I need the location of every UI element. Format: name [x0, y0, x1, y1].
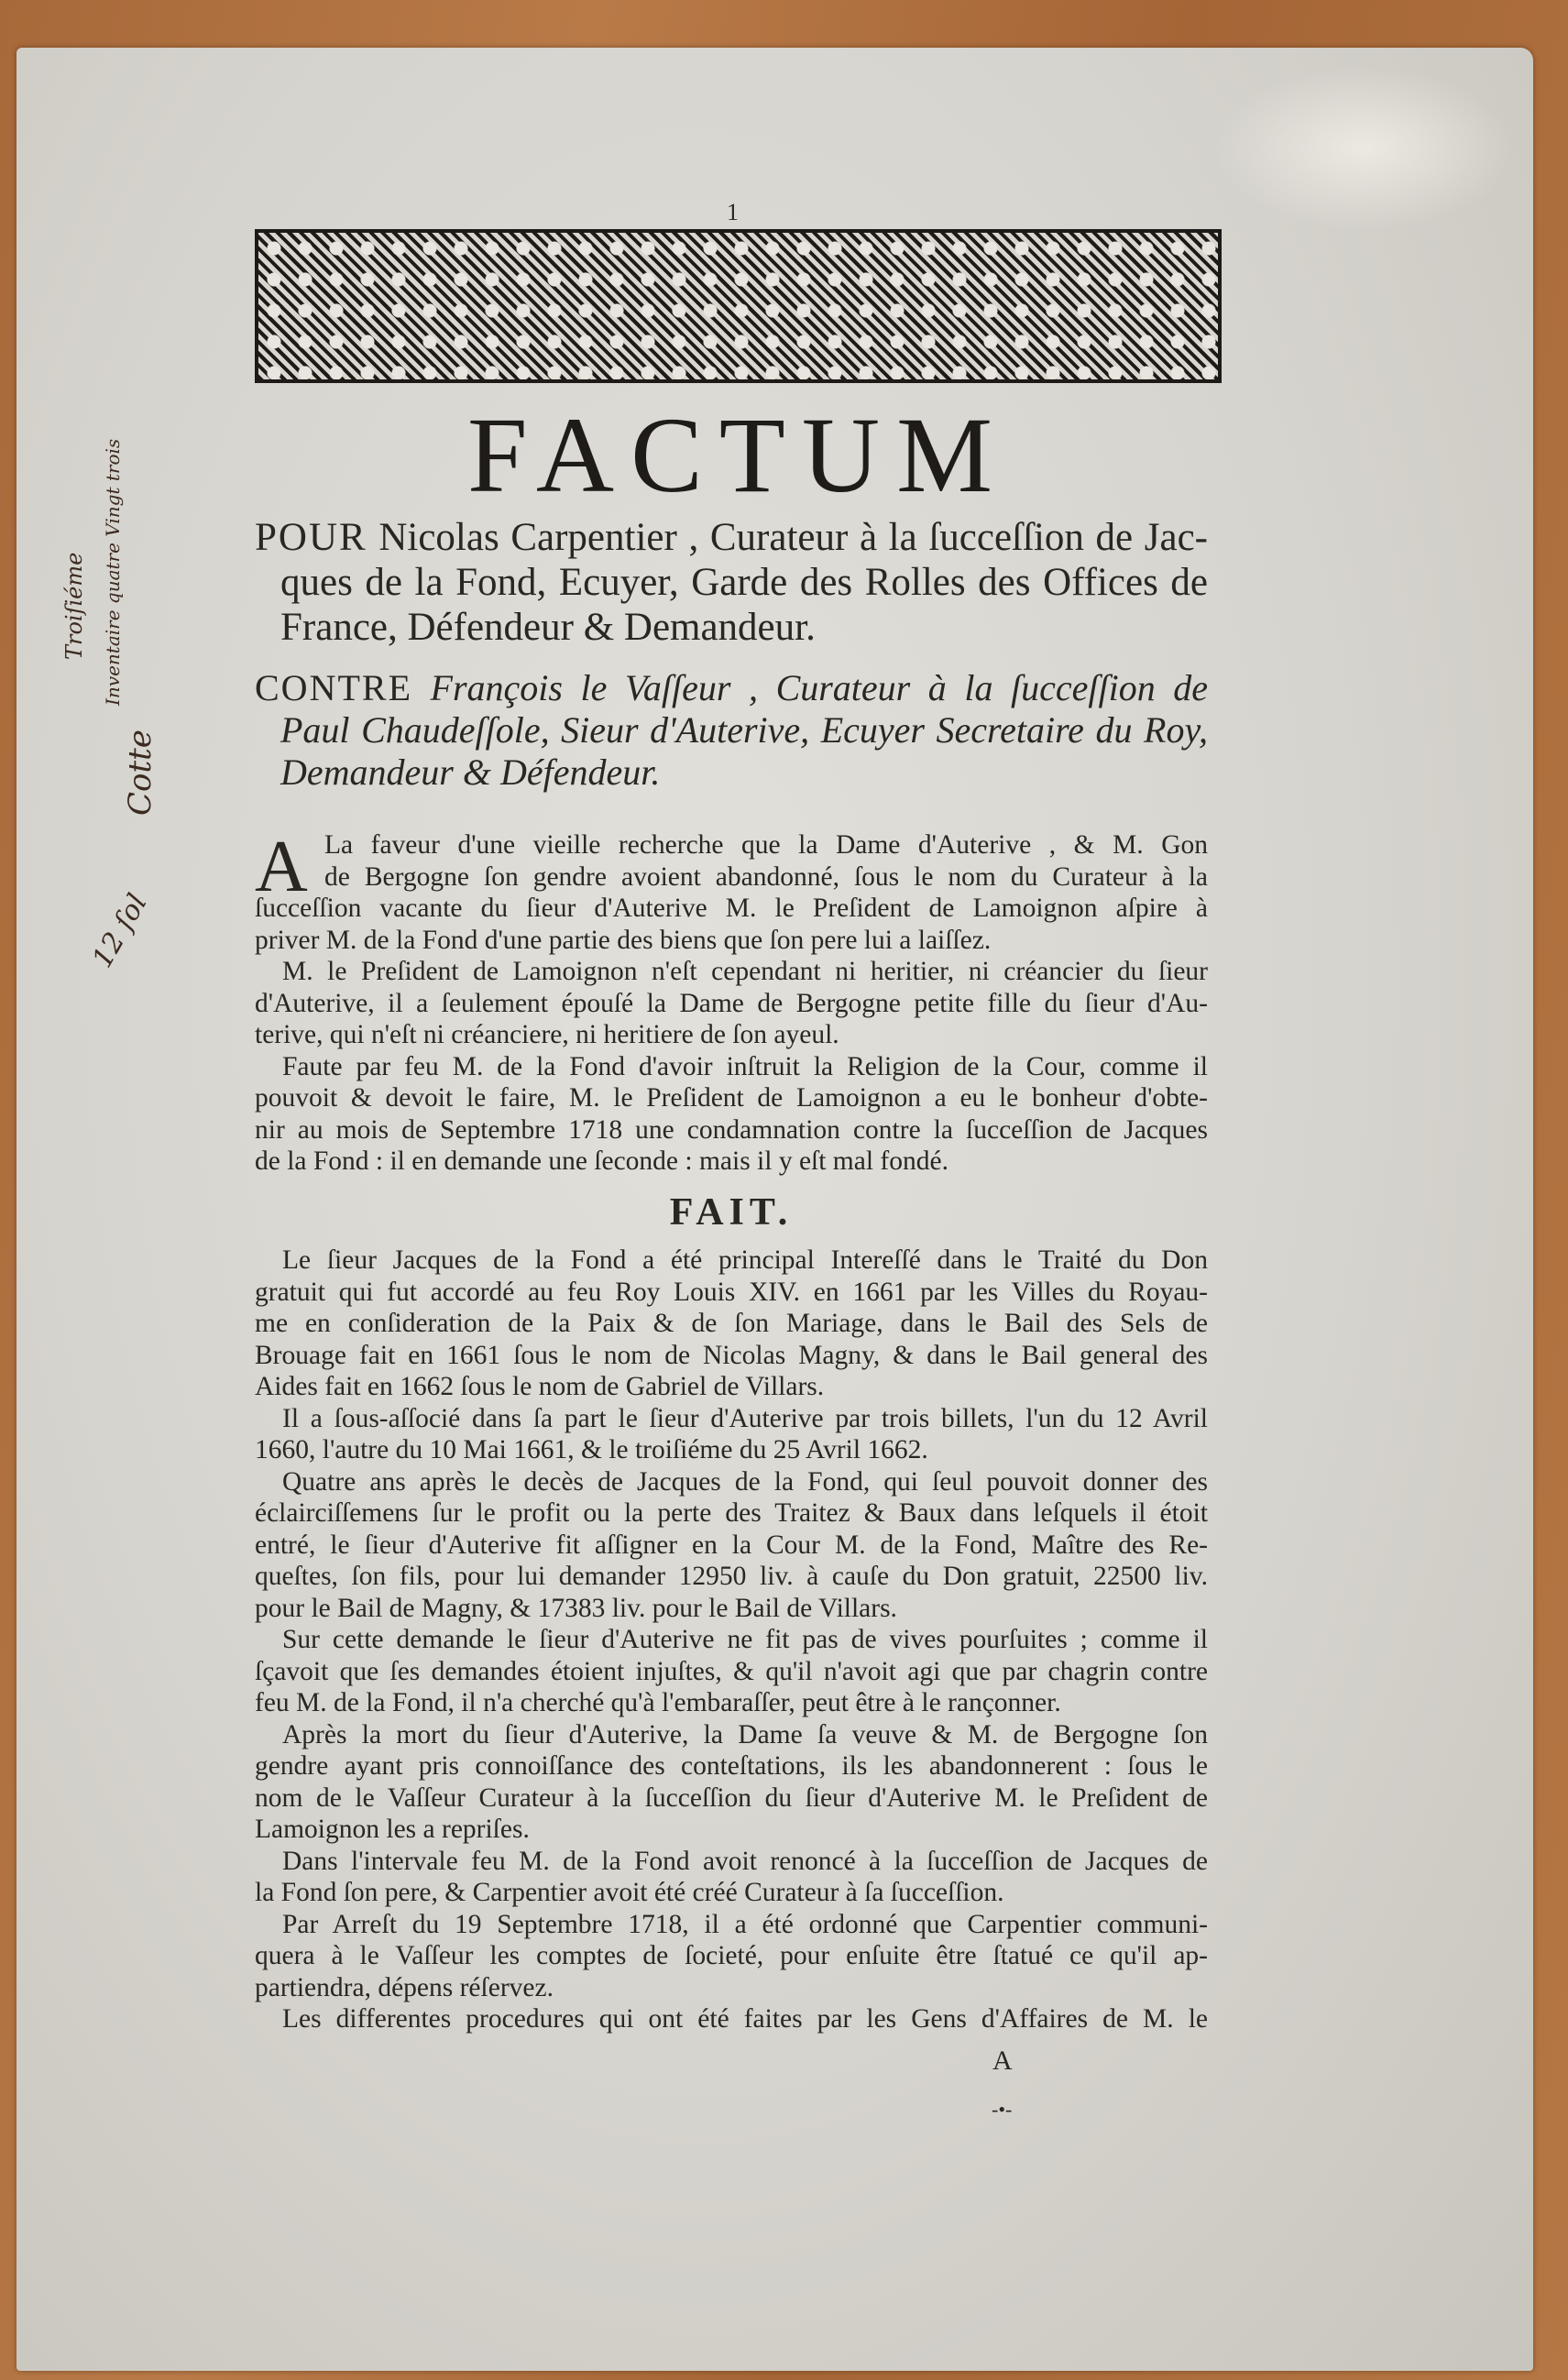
text-line: Les differentes procedures qui ont été faites par les Gens d'Affaires de M. le	[282, 2004, 1208, 2034]
text-line: Après la mort du ſieur d'Auterive, la Dame ſa veuve & M. de Bergogne ſon	[282, 1719, 1208, 1749]
page-number: 1	[727, 199, 739, 225]
text-line: entré, le ſieur d'Auterive fit aſſigner en la Cour M. de la Fond, Maître des Re-	[255, 1530, 1208, 1560]
fait-paragraphs	[255, 1245, 1208, 2035]
text-line: queſtes, ſon fils, pour lui demander 12950 liv. à cauſe du Don gratuit, 22500 liv.	[255, 1562, 1208, 1591]
drop-cap: A	[255, 827, 308, 907]
text-line: Aides fait en 1662 ſous le nom de Gabriel de Villars.	[255, 1372, 825, 1401]
text-line: ques de la Fond, Ecuyer, Garde des Rolles des Offices de	[280, 561, 1208, 604]
contre-paragraph	[255, 667, 1208, 794]
text-line: quera à le Vaſſeur les comptes de ſocieté, pour enſuite être ſtatué ce qu'il ap-	[255, 1941, 1208, 1970]
text-line: ſucceſſion vacante du ſieur d'Auterive M. le Preſident de Lamoignon aſpire à	[255, 894, 1208, 923]
text-line: Lamoignon les a repriſes.	[255, 1815, 530, 1844]
text-line: gratuit qui fut accordé au feu Roy Louis XIV. en 1661 par les Villes du Royau-	[255, 1277, 1208, 1307]
contre-lead: CONTRE	[255, 667, 412, 708]
text-line	[255, 515, 1208, 560]
line-text: Nicolas Carpentier , Curateur à la ſucceſſion de Jac-	[367, 516, 1208, 559]
text-line: 1660, l'autre du 10 Mai 1661, & le troiſiéme du 25 Avril 1662.	[255, 1435, 928, 1464]
text-line: de la Fond : il en demande une ſeconde : mais il y eſt mal fondé.	[255, 1146, 948, 1176]
handwritten-note: 12 ſol	[86, 888, 154, 973]
ornamental-header-band	[255, 229, 1222, 383]
text-line: nir au mois de Septembre 1718 une condamnation contre la ſucceſſion de Jacques	[255, 1114, 1208, 1145]
paper-stain	[1212, 66, 1515, 231]
text-line: Il a ſous-aſſocié dans ſa part le ſieur d'Auterive par trois billets, l'un du 12 Avril	[282, 1403, 1208, 1433]
pour-lead: POUR	[255, 516, 367, 559]
text-line	[255, 667, 1208, 709]
text-line: M. le Preſident de Lamoignon n'eſt cependant ni heritier, ni créancier du ſieur	[282, 957, 1208, 986]
handwritten-note: Troiſiéme	[61, 552, 87, 660]
text-line: me en conſideration de la Paix & de ſon Mariage, dans le Bail des Sels de	[255, 1309, 1208, 1338]
text-line: d'Auterive, il a ſeulement épouſé la Dame de Bergogne petite fille du ſieur d'Au-	[255, 988, 1208, 1018]
section-heading-fait: FAIT.	[669, 1191, 794, 1234]
text-line: de Bergogne ſon gendre avoient abandonné, ſous le nom du Curateur à la	[324, 861, 1208, 892]
text-line: pouvoit & devoit le faire, M. le Preſident de Lamoignon a eu le bonheur d'obte-	[255, 1083, 1208, 1113]
handwritten-note: Cotte	[122, 729, 159, 816]
pour-paragraph	[255, 515, 1208, 650]
text-line: priver M. de la Fond d'une partie des biens que ſon pere lui a laiſſez.	[255, 925, 992, 955]
intro-paragraphs	[255, 829, 1208, 1178]
text-line: Par Arreſt du 19 Septembre 1718, il a été ordonné que Carpentier communi-	[282, 1909, 1208, 1939]
text-line: Demandeur & Défendeur.	[280, 751, 661, 793]
text-line: Brouage fait en 1661 ſous le nom de Nicolas Magny, & dans le Bail general des	[255, 1340, 1208, 1370]
text-line: gendre ayant pris connoiſſance des conteſtations, ils les abandonnerent : ſous le	[255, 1751, 1208, 1781]
text-line: Sur cette demande le ſieur d'Auterive ne fit pas de vives pourſuites ; comme il	[282, 1625, 1208, 1654]
text-line: La faveur d'une vieille recherche que la Dame d'Auterive , & M. Gon	[324, 830, 1208, 860]
text-line: France, Défendeur & Demandeur.	[280, 606, 816, 649]
text-line: feu M. de la Fond, il n'a cherché qu'à l'embaraſſer, peut être à le rançonner.	[255, 1688, 1061, 1717]
text-line: Paul Chaudeſſole, Sieur d'Auterive, Ecuyer Secretaire du Roy,	[280, 709, 1208, 751]
handwritten-note: Inventaire quatre Vingt trois	[102, 438, 124, 706]
text-line: pour le Bail de Magny, & 17383 liv. pour le Bail de Villars.	[255, 1593, 897, 1623]
text-line: nom de le Vaſſeur Curateur à la ſucceſſion du ſieur d'Auterive M. le Preſident de	[255, 1782, 1208, 1813]
text-line: ſçavoit que ſes demandes étoient injuſtes, & qu'il n'avoit agi que par chagrin contre	[255, 1656, 1208, 1686]
text-line: partiendra, dépens réſervez.	[255, 1972, 554, 2002]
text-line: Dans l'intervale feu M. de la Fond avoit renoncé à la ſucceſſion de Jacques de	[282, 1846, 1208, 1876]
text-line: terive, qui n'eſt ni créanciere, ni heritiere de ſon ayeul.	[255, 1020, 839, 1049]
text-line: Le ſieur Jacques de la Fond a été principal Intereſſé dans le Traité du Don	[282, 1245, 1208, 1275]
text-line: la Fond ſon pere, & Carpentier avoit été créé Curateur à ſa ſucceſſion.	[255, 1878, 1004, 1907]
text-line: éclairciſſemens ſur le profit ou la perte des Traitez & Baux dans leſquels il étoit	[255, 1498, 1208, 1528]
text-line: Faute par feu M. de la Fond d'avoir inſtruit la Religion de la Cour, comme il	[282, 1051, 1208, 1081]
text-line: Quatre ans après le decès de Jacques de la Fond, qui ſeul pouvoit donner des	[282, 1466, 1208, 1497]
document-title: FACTUM	[466, 395, 1009, 515]
catchword-dash: -•-	[992, 2098, 1013, 2121]
signature-mark: A	[992, 2045, 1013, 2076]
line-text: François le Vaſſeur , Curateur à la ſucceſſion de	[412, 667, 1208, 708]
